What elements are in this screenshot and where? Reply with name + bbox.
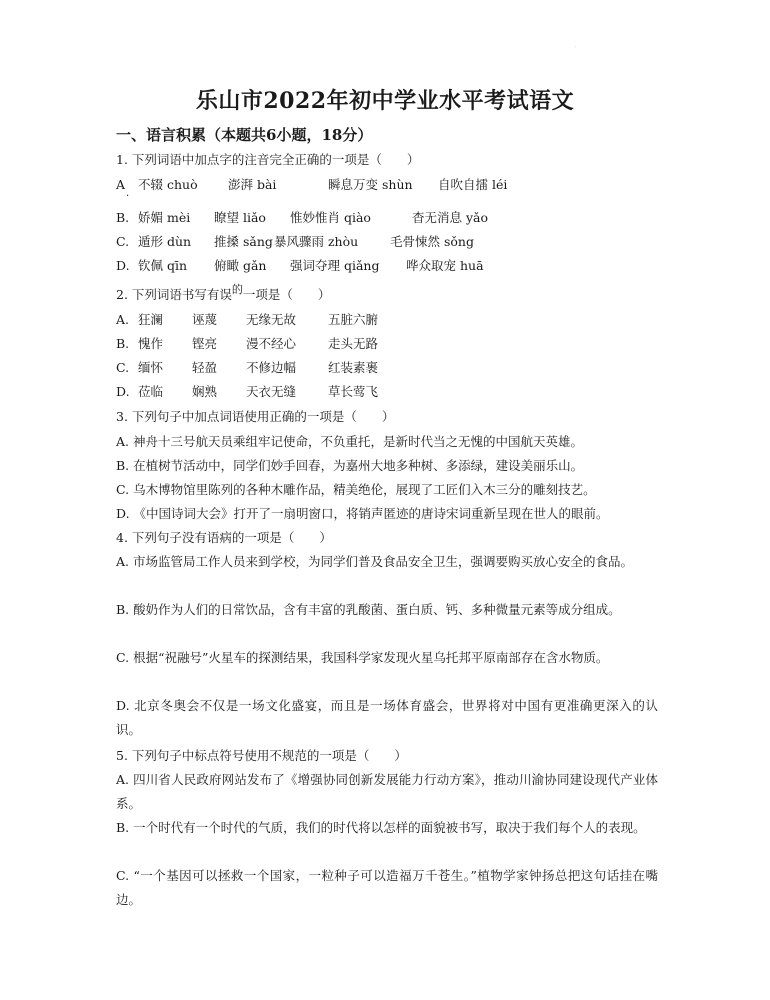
option-word: 莅临 <box>138 384 164 399</box>
q5-stem: 5. 下列句子中标点符号使用不规范的一项是（ ） <box>116 748 407 763</box>
option-label: C. <box>116 234 130 249</box>
option-label: B. <box>116 336 130 351</box>
option-word: 毛骨悚然 sǒng <box>390 234 474 249</box>
option-label: A <box>116 177 126 192</box>
q2-stem-part: 一项是（ ） <box>242 287 331 302</box>
section-heading: 一、语言积累（本题共6小题，18分） <box>116 126 373 144</box>
option-word: 草长莺飞 <box>328 384 379 399</box>
q3-option-d: D. 《中国诗词大会》打开了一扇明窗口，将销声匿迹的唐诗宋词重新呈现在世人的眼前。 <box>116 506 609 521</box>
option-word: 惟妙惟肖 qiào <box>290 210 371 225</box>
q1-option-b <box>116 210 488 226</box>
option-word: 强词夺理 qiǎng <box>290 258 380 273</box>
option-word: 钦佩 qīn <box>138 258 188 273</box>
q4-option-d: D. 北京冬奥会不仅是一场文化盛宴，而且是一场体育盛会，世界将对中国有更准确更深入的认识。 <box>116 698 658 737</box>
option-word: 瞭望 liǎo <box>214 210 266 225</box>
q3-stem: 3. 下列句子中加点词语使用正确的一项是（ ） <box>116 409 395 424</box>
option-label: D. <box>116 258 130 273</box>
q1-option-a <box>116 177 507 193</box>
option-word: 缅怀 <box>138 360 164 375</box>
option-word: 暴风骤雨 zhòu <box>274 234 359 249</box>
option-word: 不修边幅 <box>246 360 297 375</box>
option-word: 狂澜 <box>138 312 164 327</box>
option-word: 娇媚 mèi <box>138 210 191 225</box>
option-word: 五脏六腑 <box>328 312 379 327</box>
option-label: B. <box>116 210 130 225</box>
option-word: 天衣无缝 <box>246 384 297 399</box>
option-word: 愧作 <box>138 336 164 351</box>
q5-option-b: B. 一个时代有一个时代的气质，我们的时代将以怎样的面貌被书写，取决于我们每个人的表现。 <box>116 820 646 835</box>
option-word: 杳无消息 yǎo <box>412 210 489 225</box>
option-word: 无缘无故 <box>246 312 297 327</box>
option-word: 漫不经心 <box>246 336 297 351</box>
option-word: 瞬息万变 shùn <box>328 177 413 192</box>
option-label: A. <box>116 312 130 327</box>
q1-option-d <box>116 258 484 274</box>
q2-option-c <box>116 360 378 376</box>
option-word: 自吹自擂 léi <box>438 177 508 192</box>
option-label: C. <box>116 360 130 375</box>
option-label: D. <box>116 384 130 399</box>
q2-option-d <box>116 384 378 400</box>
corner-mark: · <box>574 44 576 51</box>
option-word: 铿亮 <box>192 336 218 351</box>
q5-option-c: C. “一个基因可以拯救一个国家，一粒种子可以造福万千苍生。”植物学家钟扬总把这句话挂在嘴边。 <box>116 868 658 907</box>
q2-stem-raised-char: 的 <box>231 283 243 296</box>
option-word: 娴熟 <box>192 384 218 399</box>
q4-option-b: B. 酸奶作为人们的日常饮品，含有丰富的乳酸菌、蛋白质、钙、多种微量元素等成分组成。 <box>116 602 621 617</box>
q4-stem: 4. 下列句子没有语病的一项是（ ） <box>116 530 332 545</box>
option-word: 俯瞰 gǎn <box>214 258 267 273</box>
option-word: 澎湃 bài <box>228 177 277 192</box>
q3-option-c: C. 乌木博物馆里陈列的各种木雕作品，精美绝伦，展现了工匠们入木三分的雕刻技艺。 <box>116 482 596 497</box>
option-word: 哗众取宠 huā <box>406 258 484 273</box>
q2-option-a <box>116 312 378 328</box>
q3-option-b: B. 在植树节活动中，同学们妙手回春，为嘉州大地多种树、多添绿，建设美丽乐山。 <box>116 458 584 473</box>
option-word: 推搡 sǎng <box>214 234 273 249</box>
page-title: 乐山市2022年初中学业水平考试语文 <box>195 88 575 114</box>
option-word: 红装素裹 <box>328 360 379 375</box>
option-word: 走头无路 <box>328 336 379 351</box>
emphasis-dot: · <box>126 191 130 202</box>
option-word: 遁形 dùn <box>138 234 192 249</box>
option-word: 诬蔑 <box>192 312 218 327</box>
q2-stem <box>116 283 331 304</box>
q2-option-b <box>116 336 378 352</box>
q1-option-c <box>116 234 474 250</box>
option-word: 轻盈 <box>192 360 218 375</box>
q1-stem: 1. 下列词语中加点字的注音完全正确的一项是（ ） <box>116 152 420 167</box>
q5-option-a: A. 四川省人民政府网站发布了《增强协同创新发展能力行动方案》，推动川渝协同建设现代产业体系。 <box>116 772 658 811</box>
q3-option-a: A. 神舟十三号航天员乘组牢记使命，不负重托，是新时代当之无愧的中国航天英雄。 <box>116 434 583 449</box>
q2-stem-part: 2. 下列词语书写有误 <box>116 287 232 302</box>
option-word: 不辍 chuò <box>138 177 198 192</box>
q4-option-a: A. 市场监管局工作人员来到学校，为同学们普及食品安全卫生，强调要购买放心安全的食品。 <box>116 554 633 569</box>
q4-option-c: C. 根据“祝融号”火星车的探测结果，我国科学家发现火星乌托邦平原南部存在含水物质。 <box>116 650 609 665</box>
